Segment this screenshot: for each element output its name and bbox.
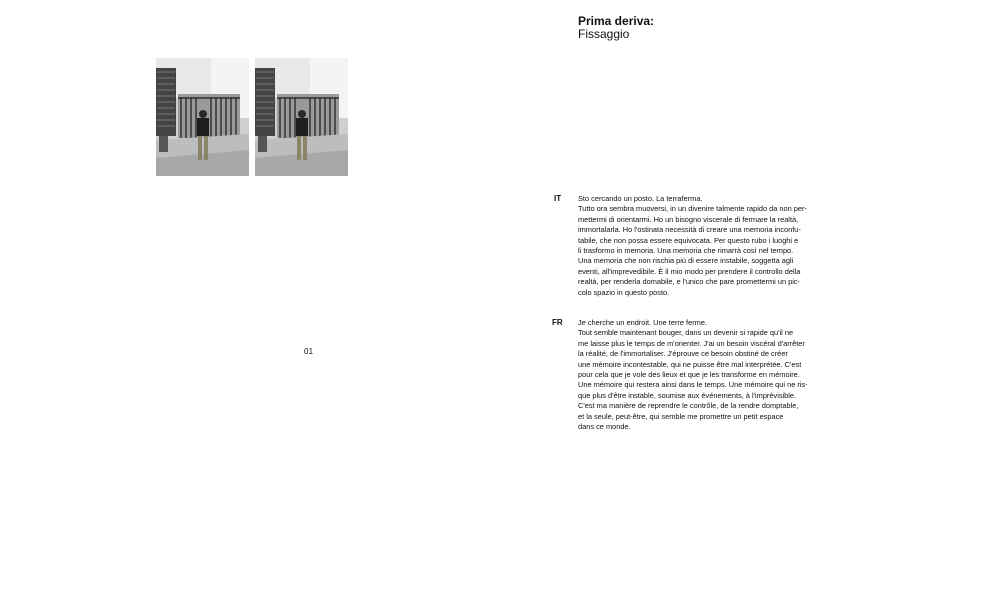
text-line: eventi, all'imprevedibile. È il mio modo per prendere il controllo della bbox=[578, 266, 801, 276]
text-line: me laisse plus le temps de m'orienter. J'ai un besoin viscéral d'arrêter bbox=[578, 338, 805, 348]
text-line: Tout semble maintenant bouger, dans un devenir si rapide qu'il ne bbox=[578, 328, 794, 338]
page-number: 01 bbox=[304, 347, 314, 356]
text-block-italian bbox=[578, 194, 840, 298]
photo-image-1 bbox=[156, 58, 249, 176]
text-line: Une mémoire qui restera ainsi dans le temps. Une mémoire qui ne ris- bbox=[578, 380, 808, 390]
photo-image-2 bbox=[255, 58, 348, 176]
text-line: pour cela que je vole des lieux et que je les transforme en mémoire. bbox=[578, 370, 800, 380]
title-line-2: Fissaggio bbox=[578, 27, 630, 41]
text-line: une mémoire incontestable, qui ne puisse être mal interprétée. C'est bbox=[578, 359, 802, 369]
text-line: realtà, per renderla domabile, e l'unico che pare promettermi un pic- bbox=[578, 277, 801, 287]
text-line: tabile, che non possa essere equivocata. Per questo rubo i luoghi e bbox=[578, 235, 799, 245]
text-line: immortalarla. Ho l'ostinata necessità di creare una memoria inconfu- bbox=[578, 225, 801, 235]
page-title bbox=[578, 15, 654, 41]
title-line-1: Prima deriva: bbox=[578, 14, 655, 28]
text-line: C'est ma manière de reprendre le contrôle, de la rendre domptable, bbox=[578, 401, 799, 411]
language-label-fr: FR bbox=[552, 318, 563, 327]
text-line: colo spazio in questo posto. bbox=[578, 287, 670, 297]
text-line: que plus d'être instable, soumise aux événements, à l'imprévisible. bbox=[578, 390, 797, 400]
text-line: la réalité, de l'immortaliser. J'éprouve ce besoin obstiné de créer bbox=[578, 349, 788, 359]
text-line: Tutto ora sembra muoversi, in un divenire talmente rapido da non per- bbox=[578, 204, 807, 214]
text-line: et la seule, peut-être, qui semble me promettre un petit espace bbox=[578, 411, 784, 421]
text-line: dans ce monde. bbox=[578, 422, 631, 432]
photo-man-at-gate-1 bbox=[156, 58, 249, 176]
text-block-french bbox=[578, 318, 840, 432]
language-label-it: IT bbox=[554, 194, 562, 203]
photo-man-at-gate-2 bbox=[255, 58, 348, 176]
text-line: li trasformo in memoria. Una memoria che rimarrà così nel tempo. bbox=[578, 246, 794, 256]
text-line: Una memoria che non rischia più di essere instabile, soggetta agli bbox=[578, 256, 794, 266]
text-line: Je cherche un endroit. Une terre ferme. bbox=[578, 318, 707, 327]
text-line: Sto cercando un posto. La terraferma. bbox=[578, 194, 703, 203]
text-line: mettermi di orientarmi. Ho un bisogno viscerale di fermare la realtà, bbox=[578, 214, 799, 224]
